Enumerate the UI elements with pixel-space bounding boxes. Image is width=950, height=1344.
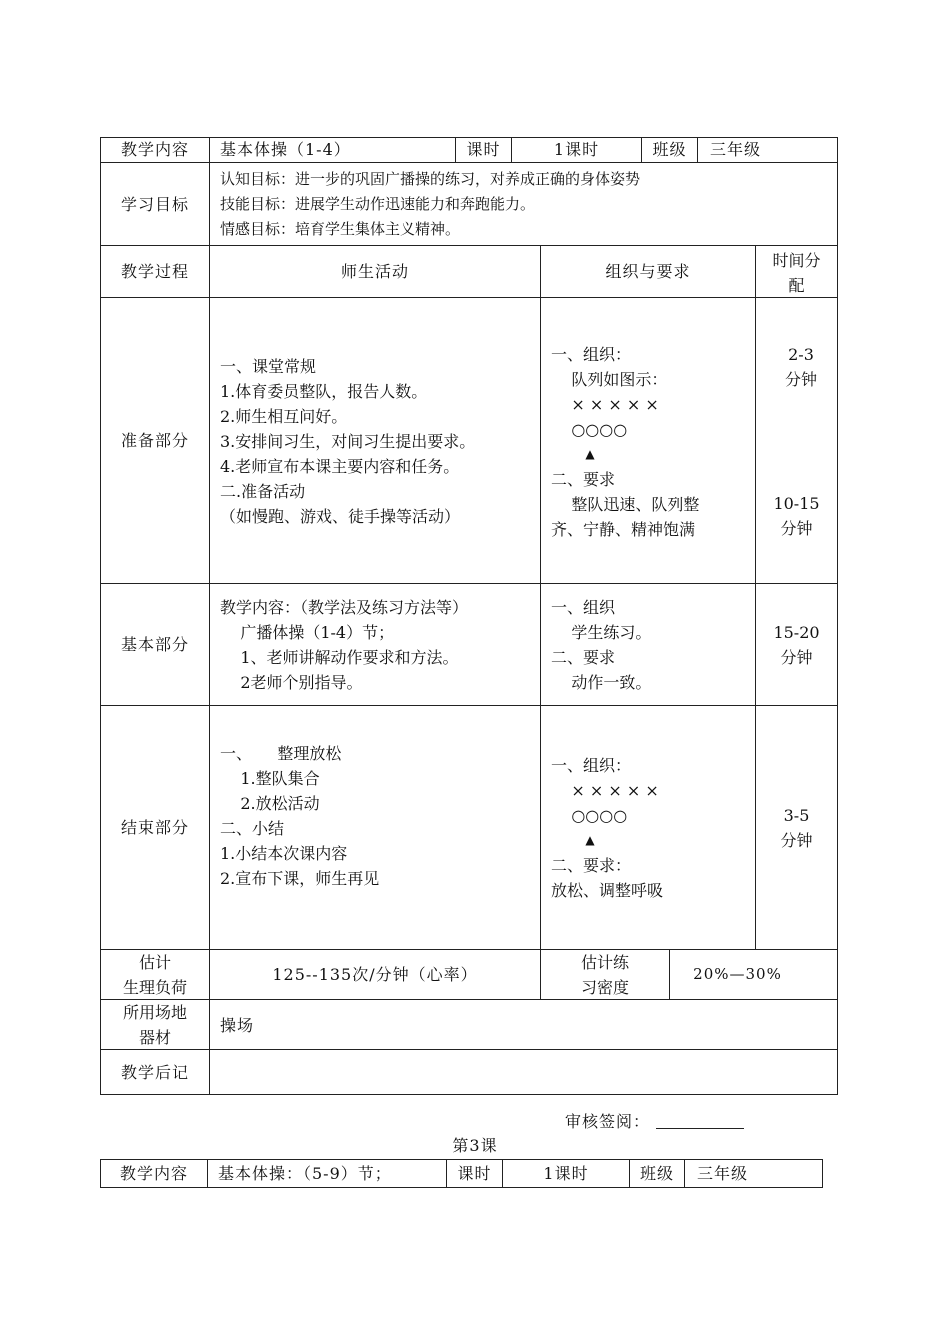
basic-activity: 教学内容：（教学法及练习方法等） 广播体操（1-4）节； 1、老师讲解动作要求和方法。 2老师个别指导。 [220,598,469,692]
basic-organization: 一、组织 学生练习。 二、要求 动作一致。 [551,598,652,692]
prep-organization: 一、组织： 队列如图示： × × × × × ○○○○ ▲ 二、要求 整队迅速、队列整 齐、宁静、精神饱满 [551,345,700,539]
formation-circles: ○○○○ [551,420,628,439]
signature-line [656,1128,744,1129]
lesson2-period-value: 1课时 [543,1164,589,1183]
end-time: 3-5 分钟 [780,806,813,850]
class-value: 三年级 [710,140,762,159]
density-value: 20%—30% [693,965,782,983]
end-label: 结束部分 [120,818,189,837]
lesson2-content-label: 教学内容 [119,1164,188,1183]
process-header: 教学过程 [120,262,189,281]
content-value: 基本体操（1-4） [220,140,351,159]
heart-rate-value: 125--135次/分钟（心率） [272,965,478,984]
review-label: 审核签阅： [565,1112,651,1131]
basic-label: 基本部分 [120,635,189,654]
end-organization: 一、组织： × × × × × ○○○○ ▲ 二、要求： 放松、调整呼吸 [551,756,664,900]
teacher-triangle-icon: ▲ [551,447,595,461]
basic-time: 15-20 分钟 [773,623,820,667]
notes-label: 教学后记 [120,1063,189,1082]
goals-label: 学习目标 [120,195,189,214]
end-activity: 一、 整理放松 1.整队集合 2.放松活动 二、小结 1.小结本次课内容 2.宣布下课，师生再见 [220,744,380,888]
class-label: 班级 [652,140,687,159]
prep-time-1: 2-3 分钟 [784,345,817,389]
end-formation-circles: ○○○○ [551,806,628,825]
lesson2-class-label: 班级 [639,1164,674,1183]
lesson2-content-value: 基本体操：（5-9）节； [218,1164,392,1183]
prep-label: 准备部分 [120,431,189,450]
goal-emotion: 情感目标：培育学生集体主义精神。 [220,220,461,238]
end-formation-crosses: × × × × × [551,781,659,800]
goal-cognitive: 认知目标：进一步的巩固广播操的练习，对养成正确的身体姿势 [220,170,641,188]
content-label: 教学内容 [120,140,189,159]
goal-skill: 技能目标：进展学生动作迅速能力和奔跑能力。 [220,195,536,213]
venue-value: 操场 [220,1016,255,1035]
lesson2-period-label: 课时 [457,1164,492,1183]
venue-label: 所用场地 器材 [122,1003,187,1047]
goals-text [220,167,640,242]
formation-crosses: × × × × × [551,395,659,414]
lesson2-class-value: 三年级 [697,1164,749,1183]
load-label: 估计 生理负荷 [122,953,187,997]
period-label: 课时 [466,140,501,159]
end-teacher-triangle-icon: ▲ [551,833,595,847]
activity-header: 师生活动 [340,262,409,281]
prep-activity: 一、课堂常规 1.体育委员整队，报告人数。 2.师生相互问好。 3.安排间习生，对间习生提出要求。 4.老师宣布本课主要内容和任务。 二.准备活动 （如慢跑、游戏、徒手操等活动） [220,357,476,526]
density-label: 估计练 习密度 [580,953,629,997]
time-header: 时间分 配 [772,251,821,295]
lesson-title: 第3课 [452,1136,498,1155]
prep-time-2: 10-15 分钟 [773,494,820,538]
period-value: 1课时 [553,140,600,159]
organization-header: 组织与要求 [605,262,691,281]
